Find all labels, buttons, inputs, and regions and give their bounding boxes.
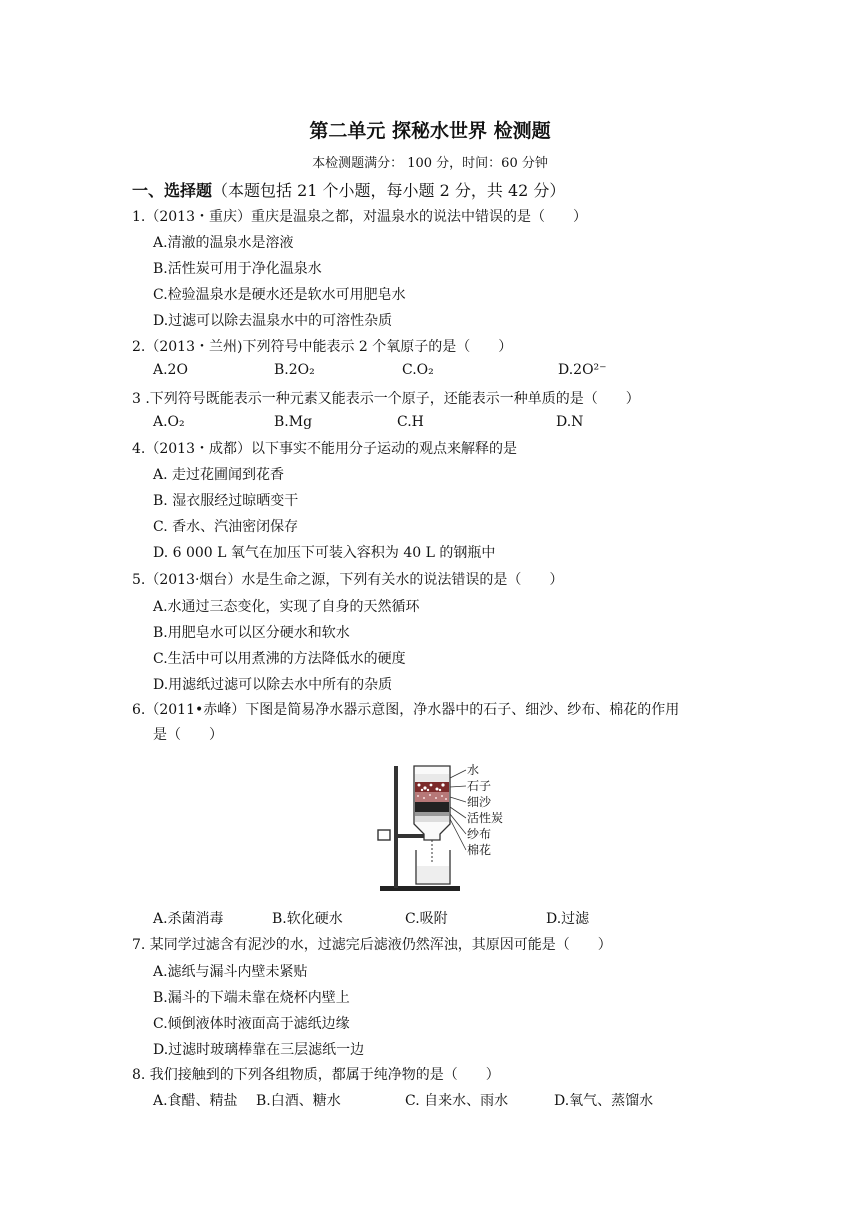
question-5-option-d: D.用滤纸过滤可以除去水中所有的杂质 — [153, 677, 393, 693]
question-7-option-b: B.漏斗的下端未靠在烧杯内壁上 — [153, 990, 350, 1006]
question-1-option-c: C.检验温泉水是硬水还是软水可用肥皂水 — [153, 287, 406, 303]
layer-gauze — [415, 812, 449, 816]
water-purifier-figure — [374, 758, 524, 898]
question-2-option-d: D.2O²⁻ — [558, 362, 607, 378]
question-5-stem: 5.（2013·烟台）水是生命之源，下列有关水的说法错误的是（ ） — [132, 572, 564, 588]
question-3-option-d: D.N — [556, 414, 584, 430]
question-8-stem: 8. 我们接触到的下列各组物质，都属于纯净物的是（ ） — [132, 1067, 500, 1083]
figure-label-stones: 石子 — [467, 779, 492, 793]
figure-label-gauze: 纱布 — [467, 827, 492, 841]
question-7-stem: 7. 某同学过滤含有泥沙的水，过滤完后滤液仍然浑浊，其原因可能是（ ） — [132, 937, 612, 953]
leader-lines — [450, 770, 466, 850]
page-title: 第二单元 探秘水世界 检测题 — [309, 120, 551, 142]
question-1-option-b: B.活性炭可用于净化温泉水 — [153, 261, 322, 277]
question-2-option-c: C.O₂ — [402, 362, 434, 378]
question-8-option-b: B.白酒、糖水 — [256, 1093, 341, 1109]
question-6-option-b: B.软化硬水 — [272, 911, 343, 927]
question-4-stem: 4.（2013・成都）以下事实不能用分子运动的观点来解释的是 — [132, 441, 517, 457]
page-subtitle: 本检测题满分： 100 分，时间：60 分钟 — [312, 156, 548, 171]
question-4-option-c: C. 香水、汽油密闭保存 — [153, 519, 299, 535]
question-5-option-a: A.水通过三态变化，实现了自身的天然循环 — [153, 599, 420, 615]
question-7-option-d: D.过滤时玻璃棒靠在三层滤纸一边 — [153, 1042, 365, 1058]
question-6-option-d: D.过滤 — [546, 911, 590, 927]
layer-fine-sand — [415, 792, 449, 802]
question-1-option-d: D.过滤可以除去温泉水中的可溶性杂质 — [153, 313, 393, 329]
question-2-stem: 2.（2013・兰州)下列符号中能表示 2 个氧原子的是（ ） — [132, 339, 513, 355]
layer-water — [415, 774, 449, 782]
question-3-option-b: B.Mg — [274, 414, 313, 430]
question-4-option-d: D. 6 000 L 氧气在加压下可装入容积为 40 L 的钢瓶中 — [153, 545, 496, 561]
question-4-option-b: B. 湿衣服经过晾晒变干 — [153, 493, 299, 509]
question-6-stem: 6.（2011•赤峰）下图是简易净水器示意图，净水器中的石子、细沙、纱布、棉花的作用 — [132, 702, 680, 718]
layer-activated-carbon — [415, 802, 449, 812]
clamp-knob — [378, 830, 390, 840]
question-7-option-c: C.倾倒液体时液面高于滤纸边缘 — [153, 1016, 350, 1032]
question-5-option-b: B.用肥皂水可以区分硬水和软水 — [153, 625, 350, 641]
question-2-option-a: A.2O — [153, 362, 188, 378]
question-6-stem-continued: 是（ ） — [153, 727, 223, 743]
figure-label-activated-carbon: 活性炭 — [467, 811, 504, 825]
section-title: 一、选择题 — [132, 181, 213, 200]
figure-label-cotton: 棉花 — [467, 843, 492, 857]
layer-stones — [415, 782, 449, 792]
layer-cotton — [415, 816, 449, 822]
question-5-option-c: C.生活中可以用煮沸的方法降低水的硬度 — [153, 651, 406, 667]
section-note: （本题包括 21 个小题，每小题 2 分，共 42 分） — [212, 181, 566, 200]
question-7-option-a: A.滤纸与漏斗内壁未紧贴 — [153, 964, 308, 980]
question-3-option-c: C.H — [397, 414, 424, 430]
question-4-option-a: A. 走过花圃闻到花香 — [153, 467, 285, 483]
figure-label-fine-sand: 细沙 — [467, 795, 492, 809]
question-2-option-b: B.2O₂ — [274, 362, 315, 378]
question-1-option-a: A.清澈的温泉水是溶液 — [153, 235, 294, 251]
question-8-option-a: A.食醋、精盐 — [153, 1093, 238, 1109]
question-6-option-a: A.杀菌消毒 — [153, 911, 224, 927]
clamp-arm — [396, 834, 426, 838]
question-6-option-c: C.吸附 — [405, 911, 448, 927]
beaker-water — [417, 866, 449, 883]
question-3-stem: 3 .下列符号既能表示一种元素又能表示一个原子，还能表示一种单质的是（ ） — [132, 391, 640, 407]
section-heading — [132, 178, 565, 201]
stand-rod — [394, 766, 398, 888]
question-1-stem: 1.（2013・重庆）重庆是温泉之都，对温泉水的说法中错误的是（ ） — [132, 209, 587, 225]
figure-label-water: 水 — [467, 763, 480, 777]
question-8-option-c: C. 自来水、雨水 — [405, 1093, 509, 1109]
stand-base — [380, 886, 460, 891]
question-8-option-d: D.氧气、蒸馏水 — [554, 1093, 654, 1109]
question-3-option-a: A.O₂ — [153, 414, 185, 430]
